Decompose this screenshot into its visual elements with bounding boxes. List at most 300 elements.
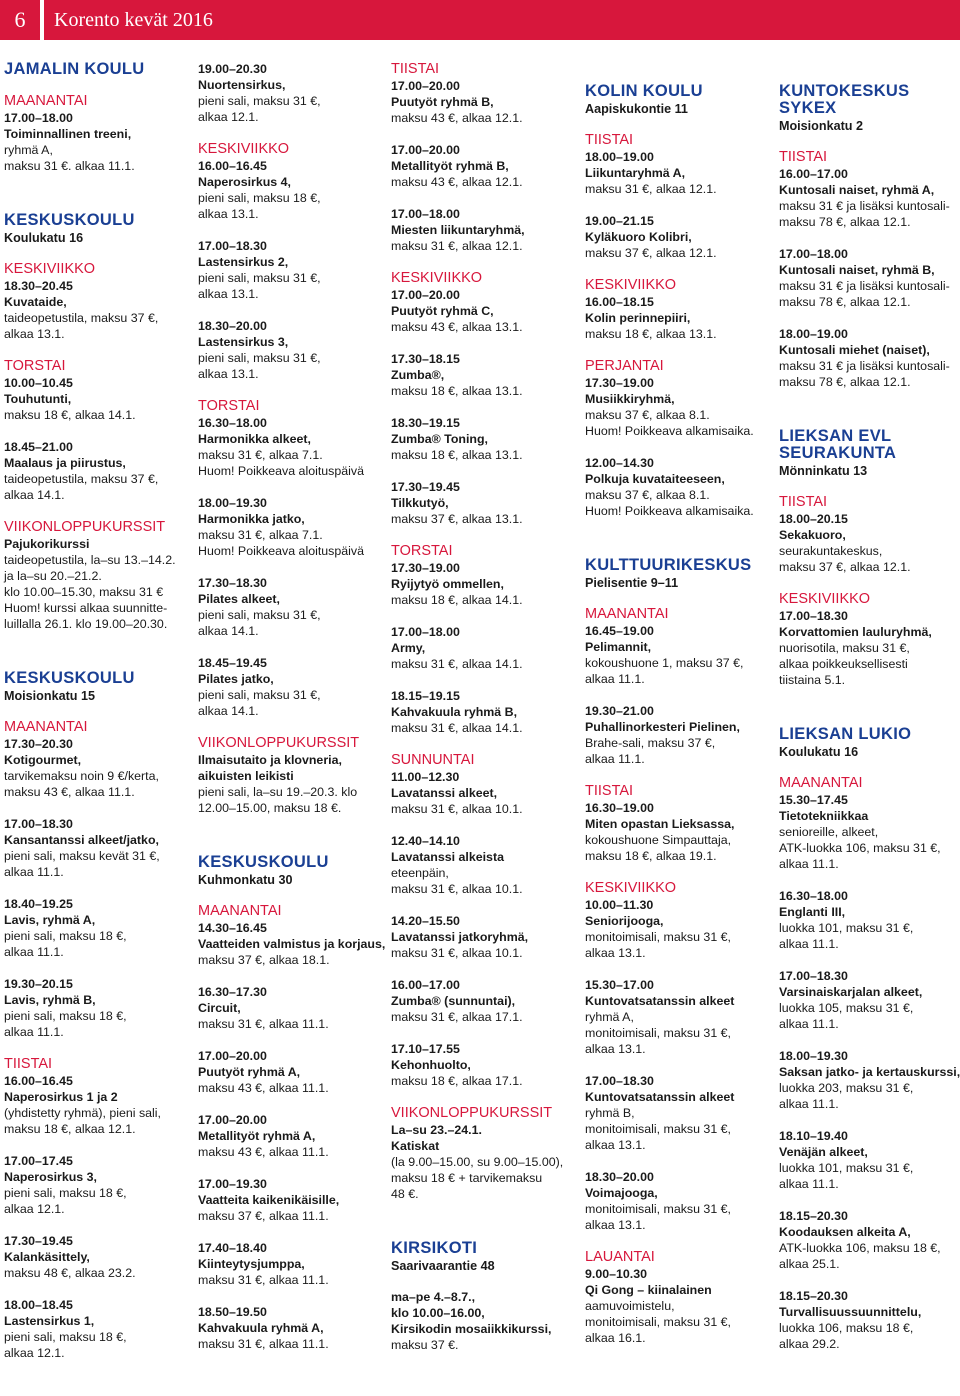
course-info: maksu 31 €, alkaa 11.1. [198,1273,329,1287]
course-entry [198,1048,386,1096]
publication-title: Korento kevät 2016 [44,0,960,40]
course-entry [779,775,960,872]
course-info: kokoushuone 1, maksu 37 €, [585,656,744,670]
course-time: 17.00–20.00 [198,1049,267,1063]
course-title: ma–pe 4.–8.7., [391,1290,476,1304]
course-title: Saksan jatko- ja kertauskurssi, [779,1065,960,1079]
course-info: pieni sali, maksu 18 €, [4,1186,127,1200]
weekday-heading: KESKIVIIKKO [391,270,483,286]
spacer [391,1218,579,1240]
course-time: 16.30–18.00 [779,889,848,903]
location-heading: KIRSIKOTI [391,1239,478,1257]
course-info: alkaa 11.1. [4,865,64,879]
course-info: maksu 37 €, alkaa 8.1. [585,408,710,422]
course-entry [391,688,579,736]
course-entry [779,968,960,1032]
course-entry [585,1249,773,1346]
course-title: Circuit, [198,1001,241,1015]
course-info: maksu 31 €, alkaa 14.1. [391,657,523,671]
course-entry [391,206,579,254]
course-entry [585,606,773,687]
weekday-heading: TIISTAI [779,494,828,510]
course-title: Korvattomien lauluryhmä, [779,625,932,639]
course-info: seurakuntakeskus, [779,544,883,558]
course-title: Puhallinorkesteri Pielinen, [585,720,740,734]
course-entry [4,358,192,423]
course-info: senioreille, alkeet, [779,825,879,839]
course-entry [198,903,386,968]
course-info: alkaa 11.1. [585,672,645,686]
course-entry [4,1056,192,1137]
course-info: monitoimisali, maksu 31 €, [585,1122,731,1136]
course-entry [4,1297,192,1361]
course-time: 18.15–19.15 [391,689,460,703]
course-info: alkaa 14.1. [4,488,65,502]
location-address: Moisionkatu 2 [779,119,863,133]
spacer [585,535,773,557]
course-title: Liikuntaryhmä A, [585,166,686,180]
course-info: taideopetustila, maksu 37 €, [4,311,159,325]
course-info: maksu 43 €, alkaa 11.1. [198,1145,329,1159]
weekday-heading: MAANANTAI [779,775,863,791]
course-title: Ryijytyö ommellen, [391,577,504,591]
weekday-heading: LAUANTAI [585,1249,655,1265]
course-entry [391,977,579,1025]
location-heading: JAMALIN KOULU [4,60,145,78]
course-time: 19.30–21.00 [585,704,654,718]
course-time: 17.30–19.00 [391,561,460,575]
spacer [585,61,773,83]
course-info: 12.00–15.00, maksu 18 €. [198,801,342,815]
course-title: Lastensirkus 1, [4,1314,95,1328]
course-info: alkaa 13.1. [585,1042,646,1056]
course-entry [391,752,579,817]
course-entry [4,896,192,960]
course-info: maksu 37 €, alkaa 12.1. [779,560,911,574]
course-title: Kuntosali naiset, ryhmä B, [779,263,935,277]
course-title: Tietotekniikkaa [779,809,869,823]
course-info: maksu 18 €, alkaa 17.1. [391,1074,523,1088]
location-heading: KESKUSKOULU [4,211,135,229]
course-entry [585,1169,773,1233]
course-info: maksu 18 €, alkaa 13.1. [391,448,523,462]
course-info: maksu 43 €, alkaa 11.1. [4,785,135,799]
course-info: monitoimisali, maksu 31 €, [585,1202,731,1216]
course-time: 18.00–19.00 [779,327,848,341]
course-info: maksu 31 €, alkaa 12.1. [391,239,523,253]
course-entry [391,61,579,126]
course-info: Huom! Poikkeava aloituspäivä [198,464,364,478]
course-info: alkaa 16.1. [585,1331,646,1345]
course-info: alkaa 11.1. [779,1017,839,1031]
course-info: alkaa 13.1. [198,287,259,301]
course-entry [391,270,579,335]
course-time: 15.30–17.00 [585,978,654,992]
page-header [0,0,960,44]
course-time: 16.30–19.00 [585,801,654,815]
course-info: pieni sali, maksu kevät 31 €, [4,849,160,863]
course-title: Kuntovatsatanssin alkeet [585,1090,735,1104]
course-time: 18.45–21.00 [4,440,73,454]
course-info: pieni sali, maksu 18 €, [198,191,321,205]
course-info: maksu 18 €, alkaa 12.1. [4,1122,136,1136]
course-info: maksu 37 €, alkaa 11.1. [198,1209,329,1223]
course-entry [391,833,579,897]
course-info: ryhmä B, [585,1106,635,1120]
course-entry [779,149,960,230]
course-time: 10.00–11.30 [585,898,654,912]
course-title: Zumba® Toning, [391,432,488,446]
course-title: Miten opastan Lieksassa, [585,817,735,831]
weekday-heading: TORSTAI [198,398,260,414]
course-time: 18.00–19.00 [585,150,654,164]
course-entry [585,132,773,197]
course-info: alkaa 13.1. [585,1218,646,1232]
course-time: 17.00–18.00 [779,247,848,261]
course-time: 17.00–18.30 [779,969,848,983]
weekday-heading: MAANANTAI [585,606,669,622]
course-info: alkaa 11.1. [779,1177,839,1191]
course-time: 17.00–18.00 [4,111,73,125]
course-info: alkaa 11.1. [779,937,839,951]
spacer [4,648,192,670]
course-title: Harmonikka alkeet, [198,432,311,446]
course-info: maksu 18 €, alkaa 14.1. [4,408,136,422]
course-info: maksu 37 €, alkaa 13.1. [391,512,523,526]
course-time: 17.00–20.00 [198,1113,267,1127]
location-heading: KOLIN KOULU [585,82,703,100]
weekday-heading: TIISTAI [585,132,634,148]
course-info: Brahe-sali, maksu 37 €, [585,736,716,750]
course-title: Lavis, ryhmä A, [4,913,96,927]
course-title: Metallityöt ryhmä B, [391,159,509,173]
course-title: Puutyöt ryhmä A, [198,1065,301,1079]
course-info: alkaa 25.1. [779,1257,840,1271]
course-title: Harmonikka jatko, [198,512,305,526]
location-address: Moisionkatu 15 [4,689,95,703]
course-title: Seniorijooga, [585,914,664,928]
course-title: Naperosirkus 4, [198,175,291,189]
course-title: Kuvataide, [4,295,67,309]
course-time: 12.40–14.10 [391,834,460,848]
course-title: Zumba®, [391,368,445,382]
course-time: 18.30–20.00 [198,319,267,333]
column-5 [779,61,960,1368]
course-info: luokka 101, maksu 31 €, [779,921,914,935]
course-time: 18.30–20.45 [4,279,73,293]
weekday-heading: MAANANTAI [198,903,282,919]
course-title: Puutyöt ryhmä C, [391,304,494,318]
location-address: Koulukatu 16 [779,745,859,759]
course-title: Puutyöt ryhmä B, [391,95,494,109]
course-time: 16.30–18.00 [198,416,267,430]
course-time: 12.00–14.30 [585,456,654,470]
course-info: nuorisotila, maksu 31 €, [779,641,910,655]
course-info: maksu 43 €, alkaa 12.1. [391,111,523,125]
course-time: 17.00–18.00 [391,625,460,639]
column-4 [585,61,773,1362]
course-info: ja la–su 20.–21.2. [4,569,102,583]
course-info: maksu 18 € + tarvikemaksu [391,1171,543,1185]
course-info: maksu 18 €, alkaa 19.1. [585,849,717,863]
course-time: 18.50–19.50 [198,1305,267,1319]
course-info: maksu 18 €, alkaa 13.1. [585,327,717,341]
course-title: Turvallisuussuunnittelu, [779,1305,922,1319]
course-time: 17.00–19.30 [198,1177,267,1191]
course-title: Kuntovatsatanssin alkeet [585,994,735,1008]
course-info: luokka 106, maksu 18 €, [779,1321,914,1335]
course-info: pieni sali, maksu 31 €, [198,271,321,285]
course-entry [391,543,579,608]
course-title: Lastensirkus 2, [198,255,289,269]
course-info: pieni sali, maksu 18 €, [4,1009,127,1023]
course-title: Katiskat [391,1139,440,1153]
course-title: Varsinaiskarjalan alkeet, [779,985,923,999]
course-title: Maalaus ja piirustus, [4,456,126,470]
course-entry [198,141,386,222]
course-title: Kyläkuoro Kolibri, [585,230,692,244]
course-info: luokka 101, maksu 31 €, [779,1161,914,1175]
course-title: Englanti III, [779,905,846,919]
course-info: maksu 43 €, alkaa 12.1. [391,175,523,189]
page-number: 6 [0,0,40,40]
course-time: 17.00–18.30 [4,817,73,831]
spacer [4,79,192,93]
course-title: Lavis, ryhmä B, [4,993,96,1007]
course-info: aamuvoimistelu, [585,1299,675,1313]
course-time: 18.00–19.30 [198,496,267,510]
course-time: 17.00–18.30 [585,1074,654,1088]
course-entry [198,1112,386,1160]
location-heading: LIEKSAN EVL SEURAKUNTA [779,427,897,462]
course-title: Pilates alkeet, [198,592,280,606]
course-entry [198,318,386,382]
course-entry [391,479,579,527]
course-entry [198,655,386,719]
course-title: Kotigourmet, [4,753,82,767]
course-entry [391,1041,579,1089]
course-time: 18.10–19.40 [779,1129,848,1143]
course-info: alkaa 29.2. [779,1337,840,1351]
location-address: Saarivaarantie 48 [391,1259,495,1273]
course-info: tiistaina 5.1. [779,673,846,687]
course-title: La–su 23.–24.1. [391,1123,482,1137]
course-title: Musiikkiryhmä, [585,392,675,406]
weekday-heading: TIISTAI [391,61,440,77]
course-time: 17.00–18.30 [779,609,848,623]
course-time: 11.00–12.30 [391,770,460,784]
course-time: 16.30–17.30 [198,985,267,999]
course-info: maksu 31 € ja lisäksi kuntosali- [779,279,950,293]
course-time: 17.30–20.30 [4,737,73,751]
course-title: Pelimannit, [585,640,652,654]
course-title: Pajukorikurssi [4,537,90,551]
course-title: Kiinteytysjumppa, [198,1257,305,1271]
course-time: 17.00–20.00 [391,143,460,157]
course-title: Vaatteita kaikenikäisille, [198,1193,340,1207]
course-title: Lavatanssi alkeista [391,850,504,864]
weekday-heading: TORSTAI [391,543,453,559]
location-heading: KESKUSKOULU [198,853,329,871]
weekday-heading: VIIKONLOPPUKURSSIT [198,735,360,751]
course-time: 17.00–18.00 [391,207,460,221]
course-title: Kansantanssi alkeet/jatko, [4,833,159,847]
location-address: Aapiskukontie 11 [585,102,688,116]
weekday-heading: TIISTAI [585,783,634,799]
course-info: Huom! Poikkeava aloituspäivä [198,544,364,558]
course-info: alkaa 13.1. [4,327,65,341]
course-info: alkaa 11.1. [4,1025,64,1039]
course-info: alkaa 11.1. [779,857,839,871]
weekday-heading: KESKIVIIKKO [4,261,96,277]
course-entry [198,398,386,479]
course-entry [779,888,960,952]
course-info: pieni sali, maksu 31 €, [198,351,321,365]
course-entry [391,1289,579,1353]
course-info: luokka 105, maksu 31 €, [779,1001,914,1015]
course-time: 18.30–20.00 [585,1170,654,1184]
course-title: Lastensirkus 3, [198,335,289,349]
course-entry [391,624,579,672]
weekday-heading: KESKIVIIKKO [585,880,677,896]
course-entry [198,61,386,125]
course-info: maksu 31 €. alkaa 11.1. [4,159,135,173]
course-entry [779,1128,960,1192]
course-info: (yhdistetty ryhmä), pieni sali, [4,1106,162,1120]
course-entry [391,351,579,399]
course-info: alkaa 14.1. [198,704,259,718]
course-time: 16.45–19.00 [585,624,654,638]
course-info: maksu 31 €, alkaa 11.1. [198,1017,329,1031]
course-time: 16.00–18.15 [585,295,654,309]
course-time: 19.00–20.30 [198,62,267,76]
course-entry [198,238,386,302]
course-title: Kuntosali miehet (naiset), [779,343,930,357]
course-entry [391,142,579,190]
course-entry [585,1073,773,1153]
course-entry [779,1288,960,1352]
course-info: alkaa 13.1. [198,207,259,221]
course-time: 18.40–19.25 [4,897,73,911]
course-info: alkaa 13.1. [198,367,259,381]
course-info: ATK-luokka 106, maksu 31 €, [779,841,941,855]
course-entry [585,783,773,864]
course-info: maksu 31 €, alkaa 7.1. [198,448,323,462]
course-info: maksu 31 € ja lisäksi kuntosali- [779,199,950,213]
course-info: tarvikemaksu noin 9 €/kerta, [4,769,159,783]
course-time: 18.00–19.30 [779,1049,848,1063]
column-1 [4,61,192,1377]
course-title: Pilates jatko, [198,672,274,686]
course-entry [391,415,579,463]
course-time: 9.00–10.30 [585,1267,648,1281]
course-info: alkaa poikkeuksellisesti [779,657,908,671]
course-title: Kahvakuula ryhmä A, [198,1321,324,1335]
course-entry [198,495,386,559]
course-time: 17.30–19.45 [391,480,460,494]
course-title: Kalankäsittely, [4,1250,90,1264]
course-time: 17.00–17.45 [4,1154,73,1168]
course-info: maksu 31 €, alkaa 17.1. [391,1010,523,1024]
course-entry [198,575,386,639]
course-info: Huom! Poikkeava alkamisaika. [585,504,754,518]
weekday-heading: MAANANTAI [4,719,88,735]
weekday-heading: VIIKONLOPPUKURSSIT [4,519,166,535]
course-title: Kolin perinnepiiri, [585,311,691,325]
course-entry [779,494,960,575]
weekday-heading: PERJANTAI [585,358,664,374]
location-address: Pielisentie 9–11 [585,576,679,590]
course-info: maksu 78 €, alkaa 12.1. [779,215,911,229]
course-time: 18.00–18.45 [4,1298,73,1312]
course-title: Naperosirkus 3, [4,1170,97,1184]
course-info: Huom! Poikkeava alkamisaika. [585,424,754,438]
course-entry [585,358,773,439]
course-info: alkaa 12.1. [4,1202,65,1216]
course-info: monitoimisali, maksu 31 €, [585,1026,731,1040]
course-title: Qi Gong – kiinalainen [585,1283,712,1297]
course-entry [779,591,960,688]
course-time: 19.00–21.15 [585,214,654,228]
course-title: klo 10.00–16.00, [391,1306,485,1320]
course-info: ryhmä A, [4,143,53,157]
course-time: 16.00–17.00 [779,167,848,181]
spacer [198,832,386,854]
course-info: eteenpäin, [391,866,449,880]
course-time: 17.10–17.55 [391,1042,460,1056]
course-time: 19.30–20.15 [4,977,73,991]
course-info: taideopetustila, maksu 37 €, [4,472,159,486]
course-time: 15.30–17.45 [779,793,848,807]
course-info: kokoushuone Simpauttaja, [585,833,732,847]
location-address: Mönninkatu 13 [779,464,868,478]
course-info: maksu 37 €. [391,1338,459,1352]
course-entry [198,984,386,1032]
course-time: 17.00–18.30 [198,239,267,253]
course-info: pieni sali, maksu 31 €, [198,94,321,108]
course-title: aikuisten leikisti [198,769,294,783]
course-time: 16.00–16.45 [198,159,267,173]
location-heading: KULTTUURIKESKUS [585,556,752,574]
course-title: Tilkkutyö, [391,496,449,510]
course-entry [198,1240,386,1288]
course-title: Miesten liikuntaryhmä, [391,223,525,237]
course-info: monitoimisali, maksu 31 €, [585,930,731,944]
course-entry [4,1153,192,1217]
column-3 [391,61,579,1369]
course-entry [779,326,960,390]
course-time: 18.00–20.15 [779,512,848,526]
course-info: taideopetustila, la–su 13.–14.2. [4,553,176,567]
course-info: maksu 31 €, alkaa 7.1. [198,528,323,542]
course-title: Metallityöt ryhmä A, [198,1129,316,1143]
course-entry [4,519,192,632]
course-info: maksu 31 €, alkaa 12.1. [585,182,717,196]
course-entry [4,439,192,503]
course-title: Lavatanssi alkeet, [391,786,498,800]
course-entry [585,277,773,342]
course-entry [585,213,773,261]
course-info: pieni sali, maksu 18 €, [4,929,127,943]
weekday-heading: TIISTAI [4,1056,53,1072]
course-title: Kuntosali naiset, ryhmä A, [779,183,935,197]
course-title: Army, [391,641,426,655]
course-entry [779,1208,960,1272]
course-info: maksu 48 €, alkaa 23.2. [4,1266,136,1280]
course-time: 17.00–20.00 [391,79,460,93]
course-title: Polkuja kuvataiteeseen, [585,472,725,486]
course-entry [779,246,960,310]
